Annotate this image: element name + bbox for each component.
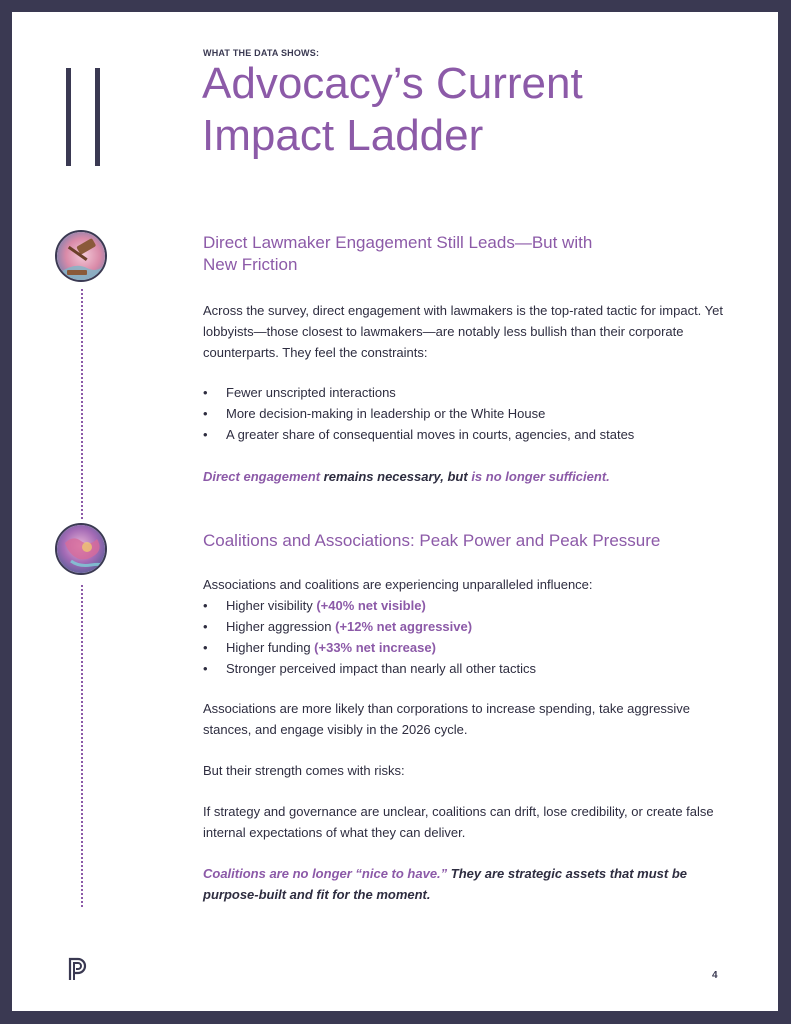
section1-intro: Across the survey, direct engagement with lawmakers is the top-rated tactic for impact. Yet lobbyists—those closest to lawmakers—are notably less bullish than their corporate counterparts. They feel the constraints: [203, 303, 723, 360]
section-kicker: WHAT THE DATA SHOWS: [203, 48, 320, 58]
timeline-dotted-line [81, 585, 83, 907]
callout-emphasis: Direct engagement [203, 469, 321, 484]
bullet-text: Higher funding [226, 640, 315, 655]
page-title [202, 58, 583, 162]
page-title-line1: Advocacy’s Current [202, 59, 583, 108]
gavel-illustration-icon [55, 230, 107, 282]
section1-bullets [203, 382, 728, 445]
bullet-text: Higher aggression [226, 619, 336, 634]
list-item: • More decision-making in leadership or the White House [203, 403, 728, 424]
list-item [203, 595, 728, 616]
section2-heading: Coalitions and Associations: Peak Power and Peak Pressure [203, 531, 661, 550]
bullet-stat: (+40% net visible) [316, 598, 426, 613]
bullet-stat: (+12% net aggressive) [335, 619, 473, 634]
list-item [203, 658, 728, 679]
report-page [12, 12, 778, 1011]
callout-text: They are strategic assets that must be purpose-built and fit for the moment. [203, 866, 688, 902]
list-item [203, 616, 728, 637]
section1-heading [203, 232, 673, 276]
callout-text: remains necessary, but [320, 469, 472, 484]
section2-para3: If strategy and governance are unclear, coalitions can drift, lose credibility, or create false internal expectations of what they can deliver. [203, 804, 714, 840]
page-number: 4 [712, 970, 718, 981]
timeline-dotted-line [81, 289, 83, 519]
p-logo-icon [68, 957, 88, 981]
section1-heading-line2: New Friction [203, 255, 298, 274]
list-item [203, 637, 728, 658]
section2-para2: But their strength comes with risks: [203, 763, 405, 778]
section1-callout [203, 466, 728, 487]
globe-illustration-icon [55, 523, 107, 575]
section2-callout [203, 863, 728, 905]
list-item: • Fewer unscripted interactions [203, 382, 728, 403]
section2-intro: Associations and coalitions are experiencing unparalleled influence: [203, 577, 593, 592]
callout-emphasis: Coalitions are no longer “nice to have.” [203, 866, 448, 881]
section-numeral-ii [66, 68, 106, 166]
bullet-text: Stronger perceived impact than nearly all other tactics [226, 661, 536, 676]
callout-emphasis: is no longer sufficient. [471, 469, 610, 484]
bullet-text: Higher visibility [226, 598, 317, 613]
list-item: • A greater share of consequential moves in courts, agencies, and states [203, 424, 728, 445]
page-title-line2: Impact Ladder [202, 111, 484, 160]
bullet-stat: (+33% net increase) [314, 640, 436, 655]
section1-heading-line1: Direct Lawmaker Engagement Still Leads—But with [203, 233, 593, 252]
section2-body [203, 574, 728, 679]
section1-body [203, 300, 728, 363]
section2-para1: Associations are more likely than corporations to increase spending, take aggressive stances, and engage visibly in the 2026 cycle. [203, 701, 691, 737]
